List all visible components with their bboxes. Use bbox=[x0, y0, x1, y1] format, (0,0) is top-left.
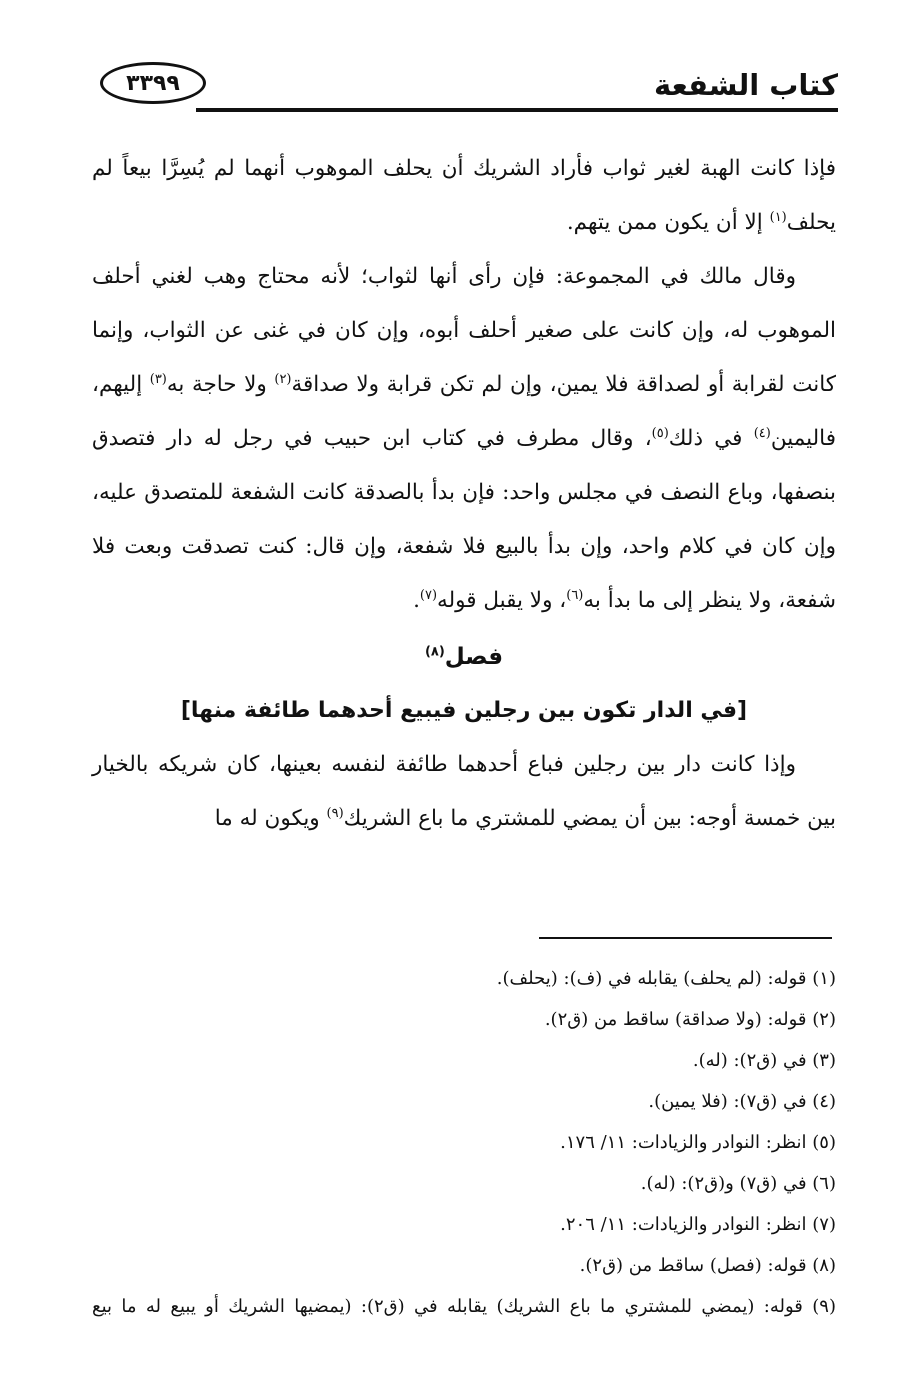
paragraph-2: وقال مالك في المجموعة: فإن رأى أنها لثواب؛ لأنه محتاج وهب لغني أحلف الموهوب له، وإن كانت على صغير أحلف أبوه، وإن كان في غنى عن الثواب، وإنما كانت لقرابة أو لصداقة فلا يمين، وإن لم تكن قرابة ولا صداقة$^{(٢)}$ ولا حاجة به$^{(٣)}$ إليهم، فاليمين$^{(٤)}$ في ذلك$^{(٥)}$، وقال مطرف في كتاب ابن حبيب في رجل له دار فتصدق بنصفها، وباع النصف في مجلس واحد: فإن بدأ بالصدقة كانت الشفعة للمتصدق عليه، وإن كان في كلام واحد، وإن بدأ بالبيع فلا شفعة، وإن قال: كنت تصدقت وبعت فلا شفعة، ولا ينظر إلى ما بدأ به$^{(٦)}$، ولا يقبل قوله$^{(٧)}$. bbox=[92, 264, 836, 613]
footnote-ref-9: (٩) bbox=[326, 805, 344, 821]
header-rule bbox=[196, 108, 838, 112]
footnote-6: (٦) في (ق٧) و(ق٢): (له). bbox=[640, 1173, 836, 1194]
footnote-8: (٨) قوله: (فصل) ساقط من (ق٢). bbox=[579, 1255, 836, 1276]
page-header bbox=[92, 60, 838, 112]
footnote-1: (١) قوله: (لم يحلف) يقابله في (ف): (يحلف). bbox=[496, 968, 836, 989]
footnote-2: (٢) قوله: (ولا صداقة) ساقط من (ق٢). bbox=[544, 1009, 836, 1030]
footnote-7: (٧) انظر: النوادر والزيادات: ١١/ ٢٠٦. bbox=[560, 1214, 836, 1235]
page-number-badge: ٣٣٩٩ bbox=[100, 62, 206, 104]
footnote-ref-2: (٢) bbox=[274, 371, 292, 387]
book-title: كتاب الشفعة bbox=[654, 68, 838, 102]
footnote-ref-1: (١) bbox=[769, 209, 787, 225]
footnote-ref-7: (٧) bbox=[419, 587, 438, 603]
footnote-9: (٩) قوله: (يمضي للمشتري ما باع الشريك) يقابله في (ق٢): (يمضيها الشريك أو يبيع له ما بيع bbox=[92, 1296, 836, 1317]
section-subheading: [في الدار تكون بين رجلين فيبيع أحدهما طائفة منها] bbox=[180, 698, 748, 723]
footnote-ref-6: (٦) bbox=[566, 587, 584, 603]
footnote-separator bbox=[539, 937, 832, 939]
paragraph-3: وإذا كانت دار بين رجلين فباع أحدهما طائفة لنفسه بعينها، كان شريكه بالخيار بين خمسة أوجه: بين أن يمضي للمشتري ما باع الشريك$^{(٩)}$ ويكون له ما bbox=[92, 752, 836, 831]
footnote-ref-3: (٣) bbox=[149, 371, 167, 387]
footnote-ref-5: (٥) bbox=[651, 425, 669, 441]
footnote-ref-4: (٤) bbox=[753, 425, 771, 441]
footnote-4: (٤) في (ق٧): (فلا يمين). bbox=[648, 1091, 836, 1112]
footnote-5: (٥) انظر: النوادر والزيادات: ١١/ ١٧٦. bbox=[560, 1132, 836, 1153]
footnote-3: (٣) في (ق٢): (له). bbox=[692, 1050, 836, 1071]
paragraph-1: فإذا كانت الهبة لغير ثواب فأراد الشريك أن يحلف الموهوب أنهما لم يُسِرَّا بيعاً لم يحلف$^{(١)}$ إلا أن يكون ممن يتهم. bbox=[92, 156, 836, 235]
section-heading: فصل$^{(٨)}$ bbox=[424, 644, 504, 670]
main-text bbox=[92, 142, 836, 846]
footnotes bbox=[92, 958, 836, 1327]
footnote-ref-8: (٨) bbox=[424, 644, 445, 660]
